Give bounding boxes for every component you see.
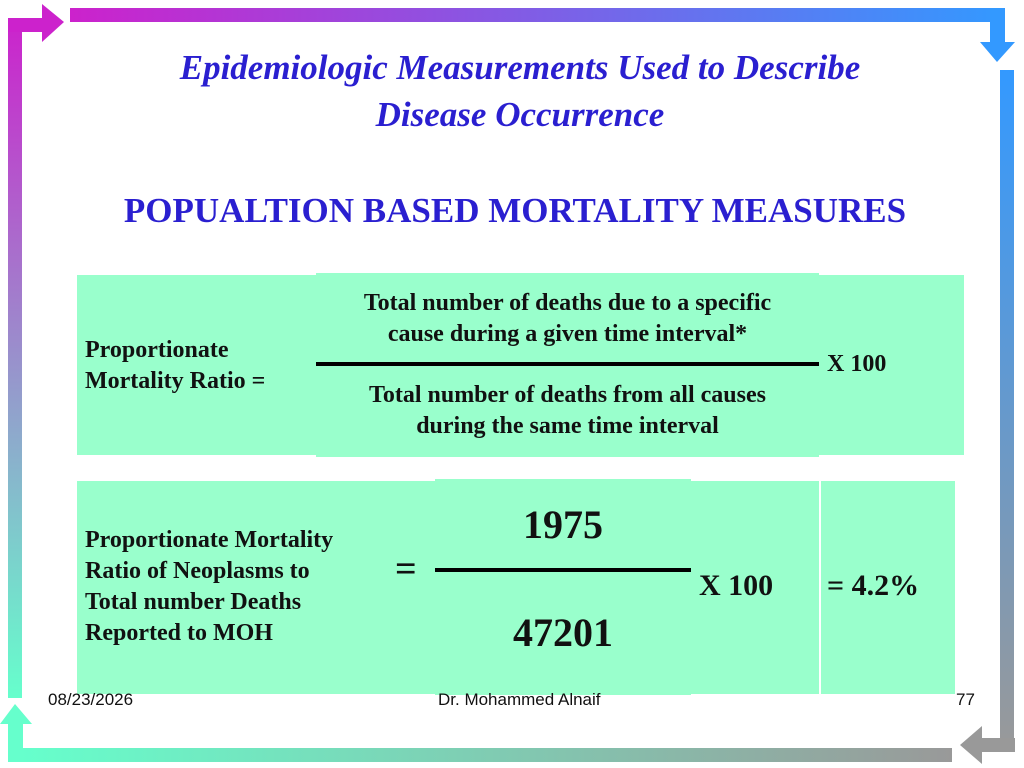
example-result: = 4.2% [827, 569, 920, 602]
formula-fraction-bar [316, 362, 819, 366]
example-multiplier-cell [691, 481, 819, 694]
slide-subtitle: POPUALTION BASED MORTALITY MEASURES [123, 191, 907, 230]
example-fraction-bar [435, 568, 691, 572]
formula-label-line-2: Mortality Ratio = [85, 368, 266, 394]
example-fraction-cell [435, 479, 691, 695]
left-arrow [8, 4, 64, 698]
right-arrow [960, 70, 1015, 764]
formula-label-line-1: Proportionate [85, 337, 229, 363]
footer-author: Dr. Mohammed Alnaif [438, 690, 601, 709]
example-label-cell [77, 481, 437, 694]
example-label-line-4: Reported to MOH [85, 620, 273, 646]
formula-fraction-cell [316, 273, 819, 457]
example-multiplier: X 100 [699, 569, 774, 602]
example-equals-sign: = [395, 548, 417, 590]
slide-title-line-2: Disease Occurrence [375, 95, 665, 134]
formula-numerator [316, 288, 819, 350]
formula-numerator-line-1: Total number of deaths due to a specific [363, 290, 772, 316]
footer-page-number: 77 [956, 690, 975, 709]
example-numerator: 1975 [523, 502, 603, 547]
formula-multiplier: X 100 [827, 351, 887, 377]
example-label-line-3: Total number Deaths [85, 589, 302, 615]
formula-denominator [316, 380, 819, 442]
formula-numerator-line-2: cause during a given time interval* [387, 321, 748, 347]
formula-label-cell [77, 275, 317, 455]
bottom-arrow [0, 704, 952, 762]
formula-denominator-line-2: during the same time interval [416, 413, 719, 439]
example-label-line-1: Proportionate Mortality [85, 527, 334, 553]
footer-date: 08/23/2026 [48, 690, 134, 709]
formula-denominator-line-1: Total number of deaths from all causes [369, 382, 766, 408]
slide-title-line-1: Epidemiologic Measurements Used to Describe [179, 48, 861, 87]
example-denominator: 47201 [513, 610, 613, 655]
formula-multiplier-cell [819, 275, 964, 455]
example-label-line-2: Ratio of Neoplasms to [85, 558, 310, 584]
example-result-cell [821, 481, 955, 694]
slide-title [70, 44, 970, 138]
